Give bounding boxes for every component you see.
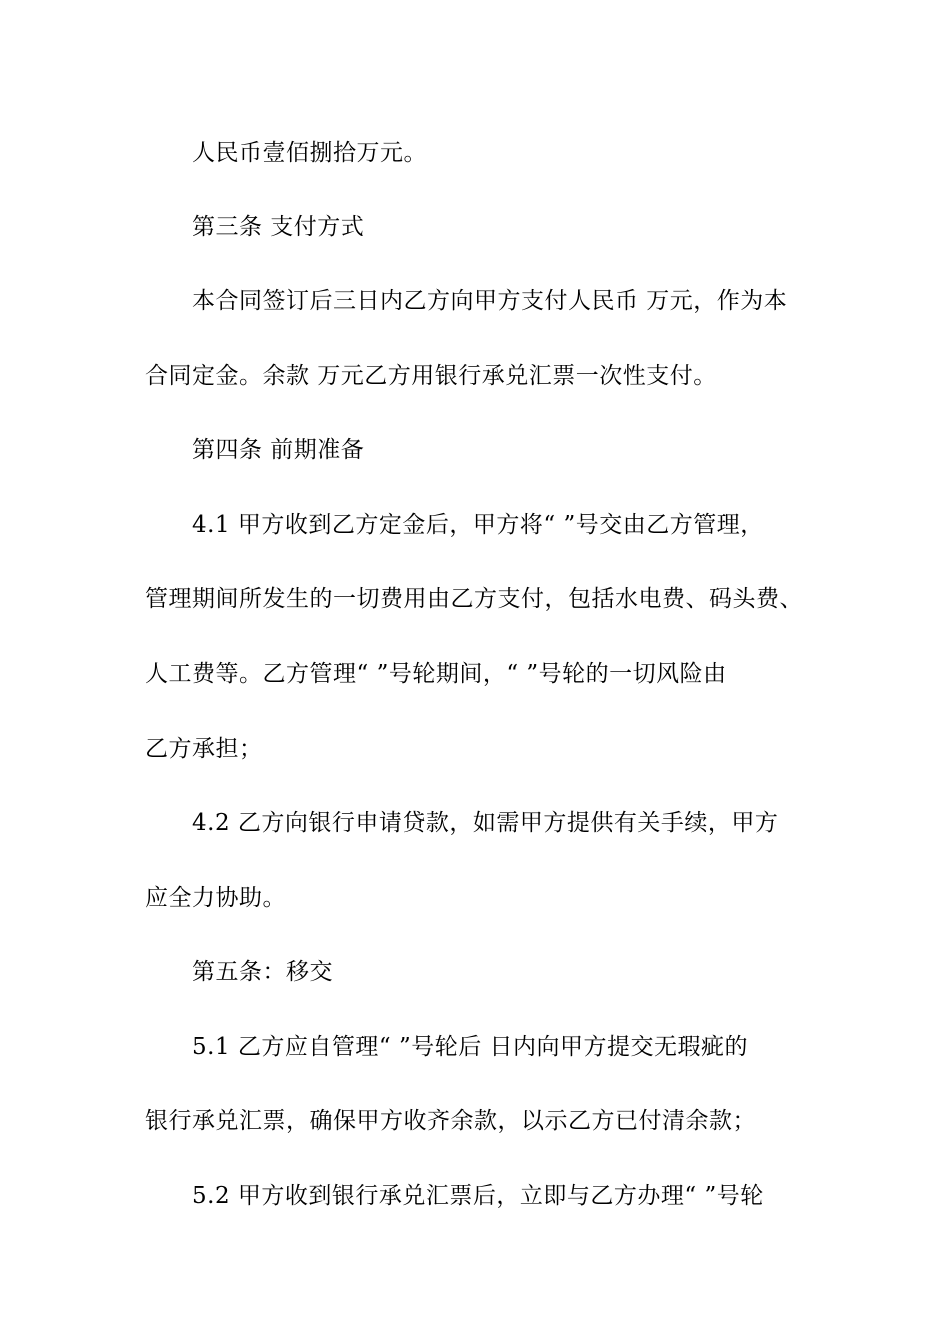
text-line: 应全力协助。 [145,885,286,911]
section-heading-article-4: 第四条 前期准备 [192,437,365,463]
text-line: 人工费等。乙方管理“ ”号轮期间，“ ”号轮的一切风险由 [145,661,727,687]
section-heading-article-3: 第三条 支付方式 [192,214,365,240]
text-line: 乙方承担； [145,736,263,762]
clause-4-2: 4.2 乙方向银行申请贷款，如需甲方提供有关手续，甲方 [192,810,779,836]
text-line: 合同定金。余款 万元乙方用银行承兑汇票一次性支付。 [145,363,717,389]
text-line: 管理期间所发生的一切费用由乙方支付，包括水电费、码头费、 [145,586,803,612]
text-line: 本合同签订后三日内乙方向甲方支付人民币 万元，作为本 [192,288,788,314]
clause-5-2: 5.2 甲方收到银行承兑汇票后，立即与乙方办理“ ”号轮 [192,1183,764,1209]
clause-4-1: 4.1 甲方收到乙方定金后，甲方将“ ”号交由乙方管理， [192,512,764,538]
text-line: 银行承兑汇票，确保甲方收齐余款，以示乙方已付清余款； [145,1108,756,1134]
clause-5-1: 5.1 乙方应自管理“ ”号轮后 日内向甲方提交无瑕疵的 [192,1034,749,1060]
section-heading-article-5: 第五条：移交 [192,959,333,985]
text-line: 人民币壹佰捌拾万元。 [192,140,427,166]
